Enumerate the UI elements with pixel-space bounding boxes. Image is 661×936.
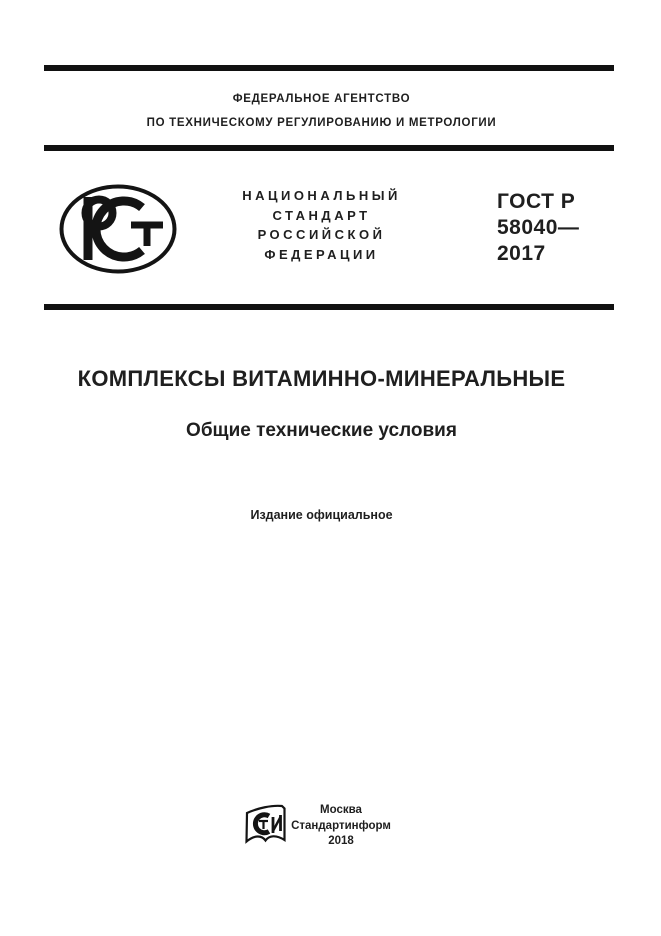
top-divider-rule bbox=[44, 65, 614, 71]
designation-year: 2017 bbox=[497, 242, 546, 265]
standard-type-line: ФЕДЕРАЦИИ bbox=[264, 246, 379, 262]
imprint-city: Москва bbox=[320, 804, 362, 816]
imprint-year: 2018 bbox=[328, 835, 354, 847]
standard-type-line: НАЦИОНАЛЬНЫЙ bbox=[242, 188, 401, 203]
standartinform-logo-icon bbox=[245, 804, 286, 846]
imprint-publisher: Стандартинформ bbox=[291, 819, 391, 832]
designation-prefix: ГОСТ Р bbox=[497, 190, 576, 213]
header-divider-rule bbox=[44, 145, 614, 151]
title-divider-rule bbox=[44, 304, 614, 310]
standard-type-line: РОССИЙСКОЙ bbox=[257, 227, 386, 242]
standard-type-line: СТАНДАРТ bbox=[272, 207, 371, 223]
designation-number: 58040— bbox=[497, 216, 580, 239]
edition-note: Издание официальное bbox=[250, 508, 393, 522]
document-subtitle: Общие технические условия bbox=[186, 420, 457, 441]
agency-name-line1: ФЕДЕРАЛЬНОЕ АГЕНТСТВО bbox=[232, 93, 411, 105]
document-title: КОМПЛЕКСЫ ВИТАМИННО-МИНЕРАЛЬНЫЕ bbox=[77, 366, 566, 391]
standard-designation bbox=[497, 189, 579, 267]
agency-name-line2: ПО ТЕХНИЧЕСКОМУ РЕГУЛИРОВАНИЮ И МЕТРОЛОГИИ bbox=[146, 117, 497, 129]
imprint-block bbox=[281, 803, 401, 850]
